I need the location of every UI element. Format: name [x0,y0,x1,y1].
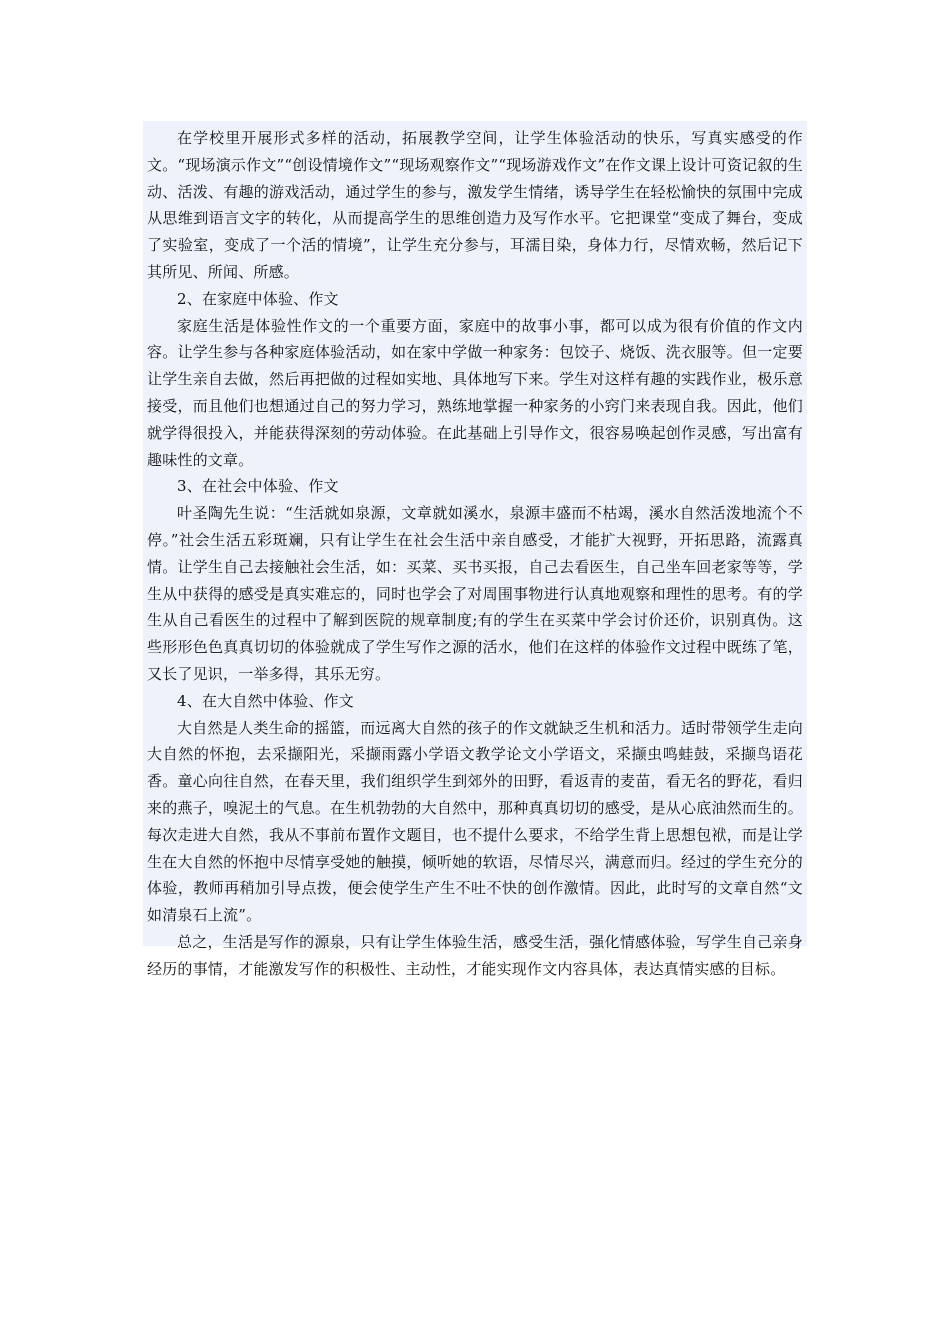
paragraph-conclusion: 总之，生活是写作的源泉，只有让学生体验生活，感受生活，强化情感体验，写学生自己亲身经历的事情，才能激发写作的积极性、主动性，才能实现作文内容具体，表达真情实感的目标。 [147,932,803,978]
paragraph-school-activities: 在学校里开展形式多样的活动，拓展教学空间，让学生体验活动的快乐，写真实感受的作文。“现场演示作文”“创设情境作文”“现场观察作文”“现场游戏作文”在作文课上设计可资记叙的生动、活泼、有趣的游戏活动，通过学生的参与，激发学生情绪，诱导学生在轻松愉快的氛围中完成从思维到语言文字的转化，从而提高学生的思维创造力及写作水平。它把课堂“变成了舞台，变成了实验室，变成了一个活的情境”，让学生充分参与，耳濡目染，身体力行，尽情欢畅，然后记下其所见、所闻、所感。 [147,129,803,281]
document-body [143,121,807,978]
heading-society: 3、在社会中体验、作文 [177,477,339,496]
heading-nature: 4、在大自然中体验、作文 [177,691,354,710]
paragraph-family: 家庭生活是体验性作文的一个重要方面，家庭中的故事小事，都可以成为很有价值的作文内容。让学生参与各种家庭体验活动，如在家中学做一种家务：包饺子、烧饭、洗衣服等。但一定要让学生亲自去做，然后再把做的过程如实地、具体地写下来。学生对这样有趣的实践作业，极乐意接受，而且他们也想通过自己的努力学习，熟练地掌握一种家务的小窍门来表现自我。因此，他们就学得很投入，并能获得深刻的劳动体验。在此基础上引导作文，很容易唤起创作灵感，写出富有趣味性的文章。 [147,316,803,469]
heading-family: 2、在家庭中体验、作文 [177,289,339,308]
paragraph-nature: 大自然是人类生命的摇篮，而远离大自然的孩子的作文就缺乏生机和活力。适时带领学生走向大自然的怀抱，去采撷阳光，采撷雨露小学语文教学论文小学语文，采撷虫鸣蛙鼓，采撷鸟语花香。童心向往自然，在春天里，我们组织学生到郊外的田野，看返青的麦苗，看无名的野花，看归来的燕子，嗅泥土的气息。在生机勃勃的大自然中，那种真真切切的感受，是从心底油然而生的。每次走进大自然，我从不事前布置作文题目，也不提什么要求，不给学生背上思想包袱，而是让学生在大自然的怀抱中尽情享受她的触摸，倾听她的软语，尽情尽兴，满意而归。经过的学生充分的体验，教师再稍加引导点拨，便会使学生产生不吐不快的创作激情。因此，此时写的文章自然“文如清泉石上流”。 [147,718,803,925]
paragraph-society: 叶圣陶先生说：“生活就如泉源，文章就如溪水，泉源丰盛而不枯竭，溪水自然活泼地流个不停。”社会生活五彩斑斓，只有让学生在社会生活中亲自感受，才能扩大视野，开拓思路，流露真情。让学生自己去接触社会生活，如：买菜、买书买报，自己去看医生，自己坐车回老家等等，学生从中获得的感受是真实难忘的，同时也学会了对周围事物进行认真地观察和理性的思考。有的学生从自己看医生的过程中了解到医院的规章制度;有的学生在买菜中学会讨价还价，识别真伪。这些形形色色真真切切的体验就成了学生写作之源的活水，他们在这样的体验作文过程中既练了笔，又长了见识，一举多得，其乐无穷。 [147,504,803,683]
